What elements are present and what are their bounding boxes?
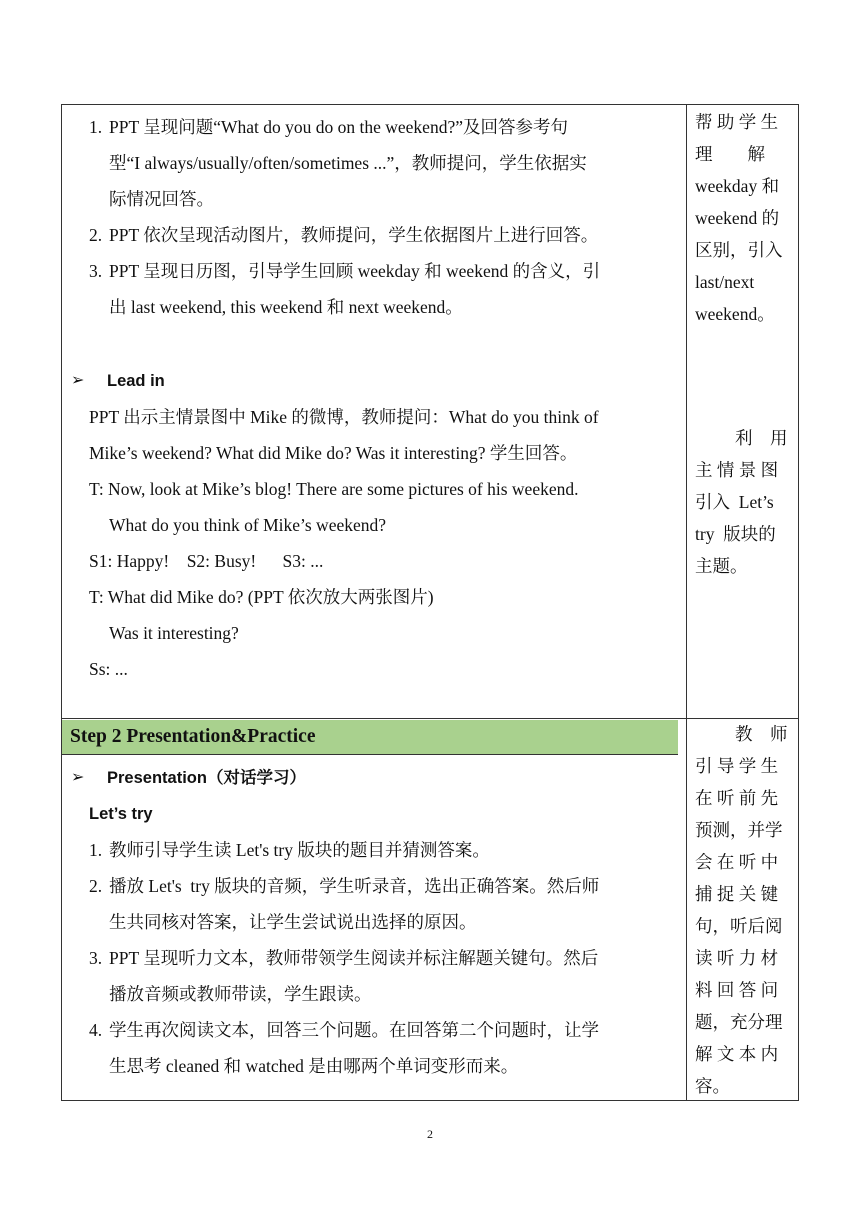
text-line: 播放音频或教师带读，学生跟读。 xyxy=(109,984,372,1004)
text-line: 型“I always/usually/often/sometimes ...”，教师提问，学生依据实 xyxy=(109,153,587,173)
side-note-line: 料 回 答 问 xyxy=(695,980,779,1000)
list-item xyxy=(89,253,679,325)
lead-in-heading-text: Lead in xyxy=(107,372,165,390)
side-note-line: 教 师 xyxy=(735,724,788,744)
side-note-line: 预测，并学 xyxy=(695,820,783,840)
presentation-heading-text: Presentation（对话学习） xyxy=(107,769,306,787)
text-line: PPT 依次呈现活动图片，教师提问，学生依据图片上进行回答。 xyxy=(109,225,599,245)
text-line: PPT 呈现问题“What do you do on the weekend?”及回答参考句 xyxy=(109,117,568,137)
row-divider xyxy=(61,718,799,719)
side-note-line: last/next xyxy=(695,272,755,292)
side-note-line: 引入 Let’s xyxy=(695,492,774,512)
table-border-left xyxy=(61,104,62,1101)
list-item xyxy=(89,940,681,1012)
side-note-line: 主 情 景 图 xyxy=(695,460,779,480)
list-number: 4. xyxy=(89,1020,103,1040)
side-note-line: 区别，引入 xyxy=(695,240,783,260)
arrow-bullet-icon: ➢ xyxy=(71,372,85,389)
lead-in-line: Was it interesting? xyxy=(109,623,239,643)
activity-list-top xyxy=(71,109,679,687)
lesson-plan-table xyxy=(61,104,799,1101)
side-note-line: 在 听 前 先 xyxy=(695,788,779,808)
text-line: PPT 呈现日历图，引导学生回顾 weekday 和 weekend 的含义，引 xyxy=(109,261,601,281)
side-note-presentation xyxy=(695,718,791,1102)
side-note-line: 主题。 xyxy=(695,556,748,576)
lead-in-line: Ss: ... xyxy=(89,659,128,679)
text-line: 教师引导学生读 Let's try 版块的题目并猜测答案。 xyxy=(109,840,490,860)
side-note-line: 解 文 本 内 xyxy=(695,1044,779,1064)
lead-in-line: T: Now, look at Mike’s blog! There are some pictures of his weekend. xyxy=(89,479,579,499)
side-note-line: 读 听 力 材 xyxy=(695,948,779,968)
lets-try-heading: Let’s try xyxy=(89,805,153,823)
side-note-weekday xyxy=(695,106,791,330)
lead-in-line: What do you think of Mike’s weekend? xyxy=(109,515,387,535)
step-2-title: Step 2 Presentation&Practice xyxy=(70,726,316,747)
side-note-line: try 版块的 xyxy=(695,524,776,544)
list-number: 2. xyxy=(89,876,103,896)
text-line: 播放 Let's try 版块的音频，学生听录音，选出正确答案。然后师 xyxy=(109,876,600,896)
list-item xyxy=(89,1012,681,1084)
page-number: 2 xyxy=(427,1127,433,1141)
list-item xyxy=(89,868,681,940)
side-note-line: 捕 捉 关 键 xyxy=(695,884,779,904)
text-line: 出 last weekend, this weekend 和 next weekend。 xyxy=(109,297,463,317)
text-line: 生共同核对答案，让学生尝试说出选择的原因。 xyxy=(109,912,477,932)
lead-in-line: Mike’s weekend? What did Mike do? Was it interesting? 学生回答。 xyxy=(89,443,578,463)
list-item xyxy=(89,832,681,868)
text-line: 学生再次阅读文本，回答三个问题。在回答第二个问题时，让学 xyxy=(109,1020,599,1040)
side-note-line: 理 解 xyxy=(695,144,765,164)
list-number: 2. xyxy=(89,225,103,245)
side-note-line: 利 用 xyxy=(735,428,788,448)
arrow-bullet-icon: ➢ xyxy=(71,769,85,786)
presentation-heading xyxy=(71,760,681,796)
table-border-top xyxy=(61,104,799,105)
side-note-line: weekend 的 xyxy=(695,208,780,228)
text-line: 生思考 cleaned 和 watched 是由哪两个单词变形而来。 xyxy=(109,1056,519,1076)
list-number: 1. xyxy=(89,117,103,137)
side-note-line: 句，听后阅 xyxy=(695,916,783,936)
list-number: 3. xyxy=(89,948,103,968)
list-item xyxy=(89,217,679,253)
list-item xyxy=(89,109,679,217)
lead-in-line: S1: Happy! S2: Busy! S3: ... xyxy=(89,551,324,571)
side-note-line: 会 在 听 中 xyxy=(695,852,779,872)
side-note-lead-in xyxy=(695,422,791,582)
list-number: 3. xyxy=(89,261,103,281)
column-divider xyxy=(686,104,687,1101)
table-border-bottom xyxy=(61,1100,799,1101)
text-line: 际情况回答。 xyxy=(109,189,214,209)
text-line: PPT 呈现听力文本，教师带领学生阅读并标注解题关键句。然后 xyxy=(109,948,599,968)
lead-in-line: T: What did Mike do? (PPT 依次放大两张图片) xyxy=(89,587,434,607)
side-note-line: 引 导 学 生 xyxy=(695,756,779,776)
step-2-content xyxy=(71,760,681,1084)
list-number: 1. xyxy=(89,840,103,860)
side-note-line: 帮 助 学 生 xyxy=(695,112,779,132)
side-note-line: 容。 xyxy=(695,1076,730,1096)
step-2-header xyxy=(62,720,678,755)
side-note-line: weekday 和 xyxy=(695,176,780,196)
side-note-line: weekend。 xyxy=(695,304,775,324)
lead-in-line: PPT 出示主情景图中 Mike 的微博，教师提问：What do you think of xyxy=(89,407,599,427)
table-border-right xyxy=(798,104,799,1101)
side-note-line: 题，充分理 xyxy=(695,1012,783,1032)
lead-in-heading xyxy=(71,363,679,399)
